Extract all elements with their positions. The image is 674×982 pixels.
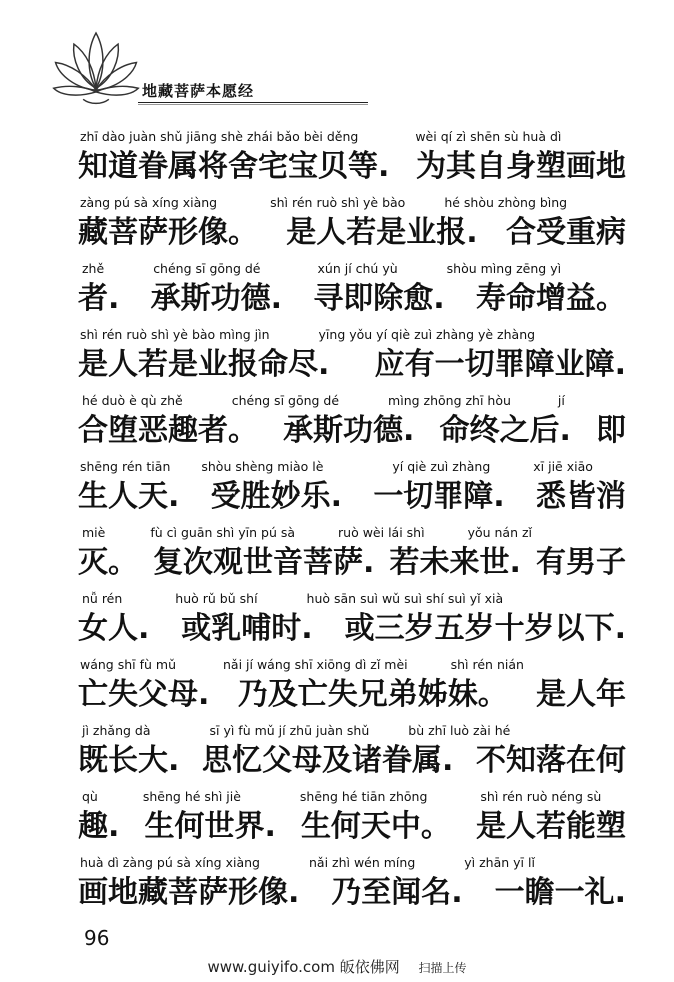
hanzi-segment: 乃至闻名. xyxy=(331,875,463,910)
pinyin-segment: shì rén nián xyxy=(450,657,524,672)
pinyin-row xyxy=(78,457,626,477)
pinyin-segment: nǎi jí wáng shī xiōng dì zǐ mèi xyxy=(223,657,408,672)
lotus-icon xyxy=(50,22,142,114)
text-line xyxy=(78,457,626,523)
footer-upload-note: 扫描上传 xyxy=(418,961,467,975)
footer xyxy=(0,956,674,977)
pinyin-segment: shēng hé tiān zhōng xyxy=(299,789,428,804)
hanzi-segment: 女人. xyxy=(78,611,150,646)
pinyin-row xyxy=(78,193,626,213)
hanzi-row xyxy=(78,345,626,387)
pinyin-row xyxy=(78,523,626,543)
pinyin-segment: shì rén ruò shì yè bào mìng jìn xyxy=(80,327,270,342)
hanzi-row xyxy=(78,675,626,717)
pinyin-segment: wèi qí zì shēn sù huà dì xyxy=(415,129,562,144)
pinyin-row xyxy=(78,787,626,807)
text-line xyxy=(78,193,626,259)
pinyin-segment: shòu mìng zēng yì xyxy=(446,261,562,276)
header-rule xyxy=(138,102,368,103)
hanzi-segment: 趣. xyxy=(78,809,120,844)
pinyin-segment: shēng rén tiān xyxy=(80,459,171,474)
pinyin-segment: yì zhān yī lǐ xyxy=(464,855,535,870)
pinyin-segment: xī jiē xiāo xyxy=(533,459,593,474)
pinyin-segment: huò sān suì wǔ suì shí suì yǐ xià xyxy=(306,591,504,606)
pinyin-segment: chéng sī gōng dé xyxy=(231,393,340,408)
hanzi-row xyxy=(78,279,626,321)
pinyin-segment: mìng zhōng zhī hòu xyxy=(388,393,511,408)
pinyin-segment: xún jí chú yù xyxy=(317,261,398,276)
hanzi-segment: 承斯功德. xyxy=(283,413,415,448)
hanzi-segment: 复次观世音菩萨. xyxy=(153,545,375,580)
hanzi-segment: 为其自身塑画地 xyxy=(416,149,626,184)
text-line xyxy=(78,853,626,919)
hanzi-segment: 灭。 xyxy=(78,545,138,580)
hanzi-segment: 生何世界. xyxy=(144,809,276,844)
pinyin-row xyxy=(78,721,626,741)
pinyin-segment: qù xyxy=(82,789,98,804)
pinyin-segment: jì zhǎng dà xyxy=(82,723,151,738)
pinyin-segment: yīng yǒu yí qiè zuì zhàng yè zhàng xyxy=(318,327,536,342)
page-number: 96 xyxy=(84,926,110,950)
hanzi-segment: 或乳哺时. xyxy=(181,611,313,646)
hanzi-row xyxy=(78,213,626,255)
hanzi-segment: 亡失父母. xyxy=(78,677,210,712)
pinyin-segment: yǒu nán zǐ xyxy=(467,525,533,540)
hanzi-segment: 悉皆消 xyxy=(535,479,626,514)
hanzi-segment: 一瞻一礼. xyxy=(494,875,626,910)
text-line xyxy=(78,721,626,787)
pinyin-segment: hé duò è qù zhě xyxy=(82,393,183,408)
pinyin-segment: miè xyxy=(82,525,106,540)
pinyin-row xyxy=(78,259,626,279)
text-line xyxy=(78,787,626,853)
sutra-text xyxy=(78,127,626,919)
hanzi-segment: 若未来世. xyxy=(389,545,521,580)
text-line xyxy=(78,589,626,655)
pinyin-segment: zhī dào juàn shǔ jiāng shè zhái bǎo bèi děng xyxy=(80,129,359,144)
hanzi-segment: 有男子 xyxy=(536,545,626,580)
pinyin-row xyxy=(78,655,626,675)
hanzi-segment: 生人天. xyxy=(78,479,180,514)
pinyin-segment: shòu shèng miào lè xyxy=(201,459,324,474)
hanzi-row xyxy=(78,543,626,585)
text-line xyxy=(78,325,626,391)
pinyin-segment: wáng shī fù mǔ xyxy=(80,657,176,672)
pinyin-segment: huò rǔ bǔ shí xyxy=(175,591,258,606)
hanzi-segment: 是人年 xyxy=(536,677,626,712)
pinyin-segment: zàng pú sà xíng xiàng xyxy=(80,195,218,210)
pinyin-segment: hé shòu zhòng bìng xyxy=(444,195,568,210)
text-line xyxy=(78,655,626,721)
hanzi-segment: 乃及亡失兄弟姊妹。 xyxy=(237,677,508,712)
pinyin-segment: ruò wèi lái shì xyxy=(338,525,425,540)
hanzi-row xyxy=(78,873,626,915)
pinyin-row xyxy=(78,589,626,609)
hanzi-row xyxy=(78,411,626,453)
hanzi-segment: 即 xyxy=(596,413,626,448)
text-line xyxy=(78,391,626,457)
pinyin-segment: zhě xyxy=(82,261,105,276)
hanzi-segment: 藏菩萨形像。 xyxy=(78,215,258,250)
pinyin-row xyxy=(78,127,626,147)
hanzi-segment: 者. xyxy=(78,281,120,316)
hanzi-segment: 承斯功德. xyxy=(150,281,283,316)
hanzi-segment: 合堕恶趣者。 xyxy=(78,413,258,448)
hanzi-row xyxy=(78,741,626,783)
text-line xyxy=(78,523,626,589)
hanzi-segment: 合受重病 xyxy=(506,215,626,250)
pinyin-segment: nǎi zhì wén míng xyxy=(308,855,416,870)
hanzi-segment: 命终之后. xyxy=(439,413,571,448)
pinyin-segment: fù cì guān shì yīn pú sà xyxy=(150,525,296,540)
hanzi-row xyxy=(78,609,626,651)
text-line xyxy=(78,259,626,325)
hanzi-segment: 不知落在何 xyxy=(476,743,626,778)
hanzi-segment: 知道眷属将舍宅宝贝等. xyxy=(78,149,390,184)
hanzi-segment: 是人若是业报. xyxy=(286,215,478,250)
hanzi-row xyxy=(78,477,626,519)
header-rule-thin xyxy=(138,104,368,105)
hanzi-segment: 一切罪障. xyxy=(373,479,505,514)
pinyin-segment: bù zhī luò zài hé xyxy=(408,723,511,738)
hanzi-segment: 或三岁五岁十岁以下. xyxy=(344,611,626,646)
text-line xyxy=(78,127,626,193)
hanzi-segment: 寻即除愈. xyxy=(313,281,445,316)
pinyin-segment: yí qiè zuì zhàng xyxy=(392,459,491,474)
hanzi-segment: 生何天中。 xyxy=(300,809,451,844)
hanzi-row xyxy=(78,147,626,189)
pinyin-segment: shēng hé shì jiè xyxy=(142,789,241,804)
pinyin-segment: nǚ rén xyxy=(82,591,123,606)
hanzi-segment: 既长大. xyxy=(78,743,180,778)
pinyin-segment: sī yì fù mǔ jí zhū juàn shǔ xyxy=(209,723,370,738)
pinyin-segment: chéng sī gōng dé xyxy=(153,261,261,276)
hanzi-segment: 应有一切罪障业障. xyxy=(374,347,626,382)
pinyin-segment: shì rén ruò shì yè bào xyxy=(270,195,406,210)
pinyin-segment: jí xyxy=(557,393,565,408)
hanzi-segment: 受胜妙乐. xyxy=(210,479,343,514)
pinyin-segment: huà dì zàng pú sà xíng xiàng xyxy=(80,855,260,870)
footer-site-link[interactable]: www.guiyifo.com 皈依佛网 xyxy=(207,958,400,976)
pinyin-row xyxy=(78,325,626,345)
hanzi-segment: 寿命增益。 xyxy=(475,281,626,316)
hanzi-segment: 思忆父母及诸眷属. xyxy=(202,743,454,778)
pinyin-row xyxy=(78,853,626,873)
running-header: 地藏菩萨本愿经 xyxy=(142,82,255,100)
hanzi-row xyxy=(78,807,626,849)
hanzi-segment: 是人若能塑 xyxy=(476,809,626,844)
pinyin-row xyxy=(78,391,626,411)
pinyin-segment: shì rén ruò néng sù xyxy=(480,789,602,804)
hanzi-segment: 是人若是业报命尽. xyxy=(78,347,330,382)
hanzi-segment: 画地藏菩萨形像. xyxy=(78,875,300,910)
